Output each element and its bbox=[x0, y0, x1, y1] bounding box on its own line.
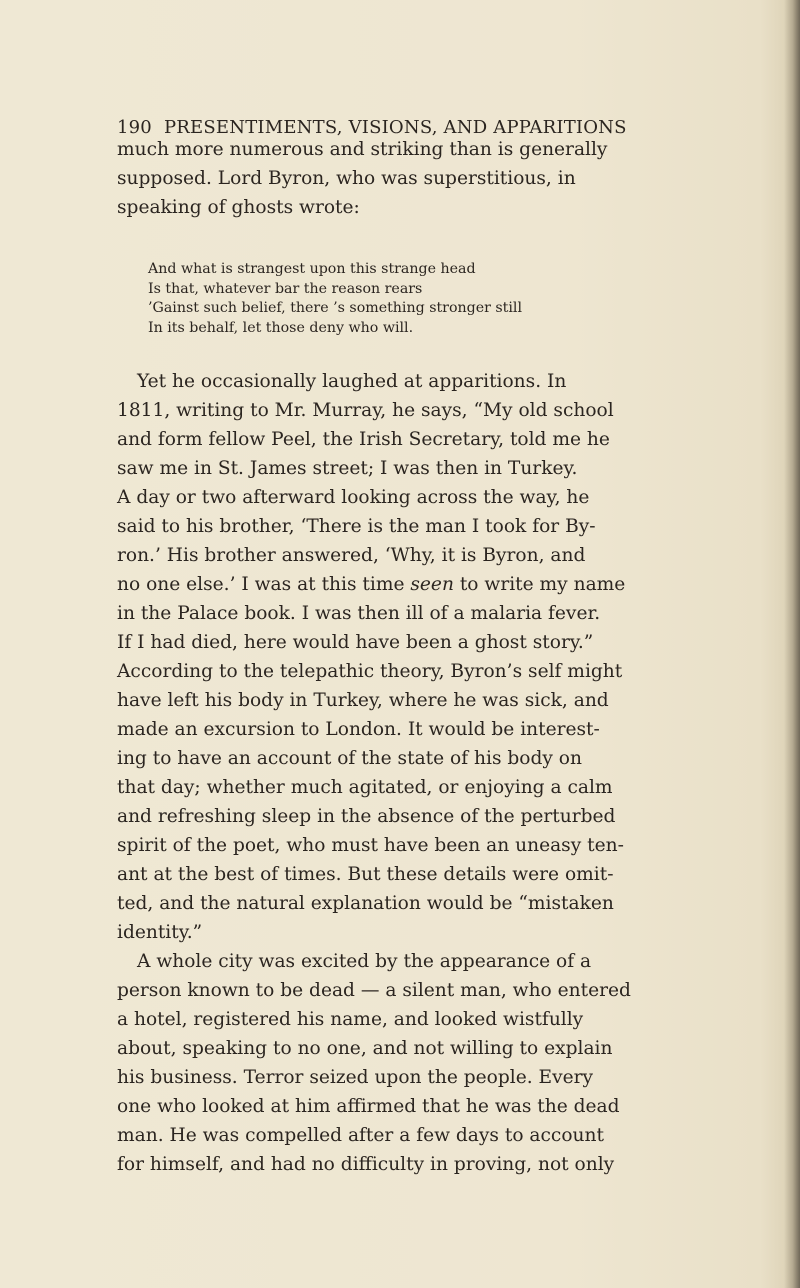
text-line: made an excursion to London. It would be interest- bbox=[117, 719, 600, 740]
text-line: have left his body in Turkey, where he was sick, and bbox=[117, 690, 609, 711]
verse-line: In its behalf, let those deny who will. bbox=[148, 319, 414, 336]
text-line-with-italic bbox=[117, 570, 737, 599]
text-line: man. He was compelled after a few days to account bbox=[117, 1125, 604, 1146]
text-line: According to the telepathic theory, Byron’s self might bbox=[117, 661, 623, 682]
text-line: supposed. Lord Byron, who was superstitious, in bbox=[117, 168, 576, 189]
text-line: ron.’ His brother answered, ‘Why, it is Byron, and bbox=[117, 545, 586, 566]
page-number: 190 bbox=[117, 117, 152, 138]
byron-verse bbox=[148, 260, 522, 338]
text-line: and refreshing sleep in the absence of the perturbed bbox=[117, 806, 616, 827]
text-line: said to his brother, ‘There is the man I took for By- bbox=[117, 516, 596, 537]
text-line: a hotel, registered his name, and looked wistfully bbox=[117, 1009, 584, 1030]
text-line: A day or two afterward looking across the way, he bbox=[117, 487, 590, 508]
paragraph-dead-man bbox=[117, 947, 737, 1179]
text-line: much more numerous and striking than is generally bbox=[117, 139, 608, 160]
text-line: Yet he occasionally laughed at apparitions. In bbox=[137, 371, 567, 392]
text-segment: no one else.’ I was at this time bbox=[117, 574, 411, 595]
text-line: 1811, writing to Mr. Murray, he says, “My old school bbox=[117, 400, 614, 421]
text-line: If I had died, here would have been a ghost story.” bbox=[117, 632, 594, 653]
text-line: person known to be dead — a silent man, who entered bbox=[117, 980, 631, 1001]
page-edge-shadow bbox=[784, 0, 800, 1288]
italic-word: seen bbox=[410, 574, 454, 595]
text-line: A whole city was excited by the appearance of a bbox=[137, 951, 592, 972]
text-line: saw me in St. James street; I was then in Turkey. bbox=[117, 458, 578, 479]
text-line: his business. Terror seized upon the people. Every bbox=[117, 1067, 594, 1088]
chapter-title: PRESENTIMENTS, VISIONS, AND APPARITIONS bbox=[163, 117, 627, 138]
text-line: about, speaking to no one, and not willing to explain bbox=[117, 1038, 613, 1059]
text-line: ant at the best of times. But these details were omit- bbox=[117, 864, 614, 885]
text-line: ing to have an account of the state of his body on bbox=[117, 748, 582, 769]
text-line: for himself, and had no difficulty in proving, not only bbox=[117, 1154, 615, 1175]
text-line: speaking of ghosts wrote: bbox=[117, 197, 360, 218]
verse-line: And what is strangest upon this strange head bbox=[148, 261, 476, 277]
text-segment: to write my name bbox=[453, 574, 626, 595]
verse-line: Is that, whatever bar the reason rears bbox=[148, 280, 423, 297]
text-line: and form fellow Peel, the Irish Secretary, told me he bbox=[117, 429, 610, 450]
paragraph-apparitions bbox=[117, 367, 737, 947]
text-line: one who looked at him affirmed that he was the dead bbox=[117, 1096, 620, 1117]
verse-line: ’Gainst such belief, there ’s something stronger still bbox=[148, 300, 523, 316]
text-line: ted, and the natural explanation would be “mistaken bbox=[117, 893, 614, 914]
opening-text bbox=[117, 135, 737, 222]
text-line: spirit of the poet, who must have been an uneasy ten- bbox=[117, 835, 624, 856]
text-line: in the Palace book. I was then ill of a malaria fever. bbox=[117, 603, 601, 624]
text-line: that day; whether much agitated, or enjoying a calm bbox=[117, 777, 613, 798]
text-line: identity.” bbox=[117, 922, 203, 943]
